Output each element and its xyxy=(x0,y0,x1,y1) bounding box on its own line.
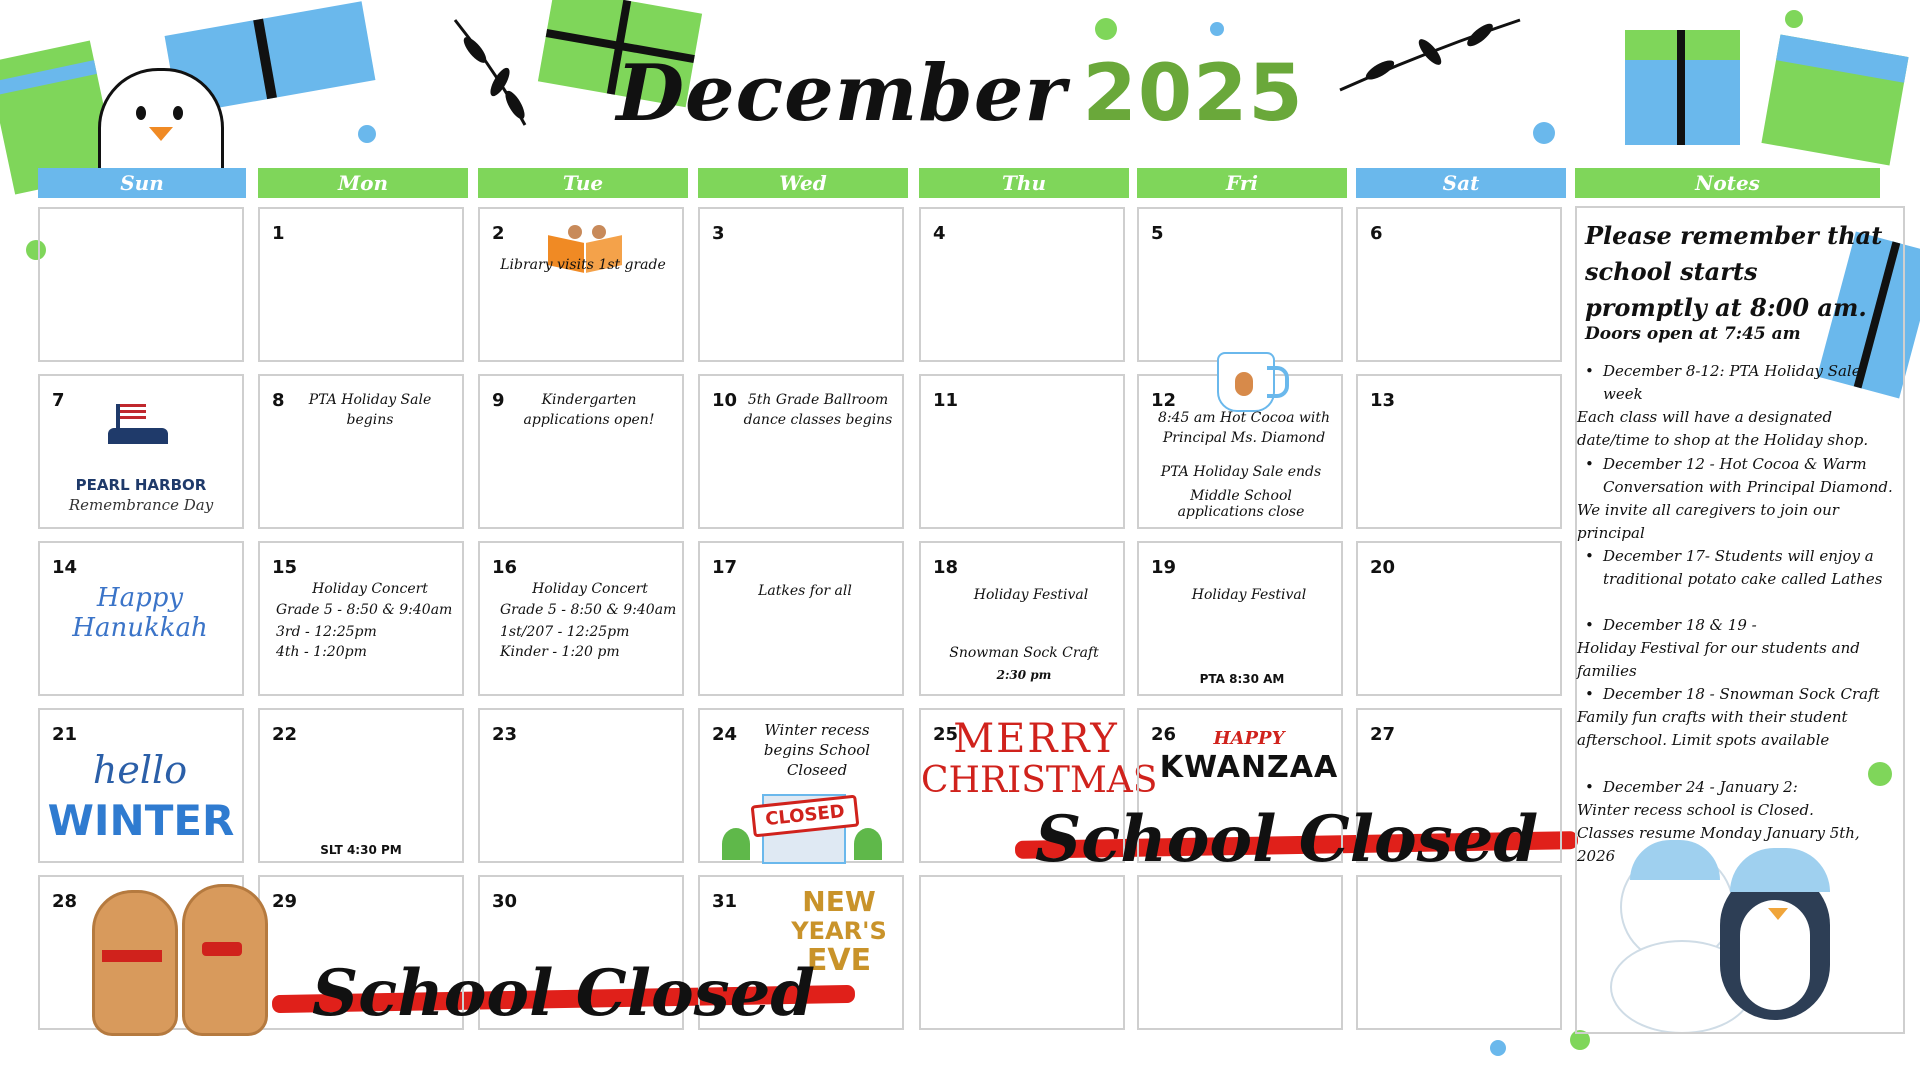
day-number: 4 xyxy=(933,223,946,244)
event-line: 3rd - 12:25pm xyxy=(276,624,377,640)
note-text: Holiday Festival for our students and families xyxy=(1577,639,1860,680)
note-bullet: • December 8-12: PTA Holiday Sale week xyxy=(1603,360,1902,406)
day-cell-19 xyxy=(1137,541,1343,696)
happy-kwanzaa-kwanzaa: KWANZAA xyxy=(1159,750,1339,785)
event-title: Holiday Concert xyxy=(532,581,648,597)
notes-subheading: Doors open at 7:45 am xyxy=(1585,324,1801,344)
day-number: 21 xyxy=(52,724,78,745)
event-text: Holiday Festival xyxy=(973,587,1089,603)
event-text: Snowman Sock Craft xyxy=(949,645,1099,661)
header-mon: Mon xyxy=(258,168,468,198)
pearl-harbor-title: PEARL HARBOR xyxy=(75,476,207,494)
day-number: 6 xyxy=(1370,223,1383,244)
flag-soldiers-icon xyxy=(108,404,168,444)
note-text: Classes resume Monday January 5th, 2026 xyxy=(1577,824,1860,865)
event-line: 4th - 1:20pm xyxy=(276,644,367,660)
day-cell-10 xyxy=(698,374,904,529)
day-cell-6 xyxy=(1356,207,1562,362)
event-line: Kinder - 1:20 pm xyxy=(500,644,620,660)
day-number: 5 xyxy=(1151,223,1164,244)
closed-sign: CLOSED xyxy=(751,795,860,838)
merry-christmas-christmas: CHRISTMAS xyxy=(921,760,1158,801)
day-number: 31 xyxy=(712,891,738,912)
event-text: PTA Holiday Sale begins xyxy=(308,392,432,428)
day-cell-22 xyxy=(258,708,464,863)
note-item xyxy=(1577,776,1902,868)
day-number: 2 xyxy=(492,223,505,244)
note-bullet: • December 17- Students will enjoy a traditional potato cake called Lathes xyxy=(1603,545,1902,591)
closed-school-building-icon xyxy=(722,780,882,860)
day-cell-7 xyxy=(38,374,244,529)
day-cell-3 xyxy=(698,207,904,362)
header-thu: Thu xyxy=(919,168,1129,198)
event-line: 1st/207 - 12:25pm xyxy=(500,624,630,640)
new-years-eve-new: NEW xyxy=(802,885,876,918)
day-number: 10 xyxy=(712,390,738,411)
day-number: 19 xyxy=(1151,557,1177,578)
confetti-dot xyxy=(1095,18,1117,40)
event-text: Latkes for all xyxy=(758,583,852,599)
day-number: 18 xyxy=(933,557,959,578)
event-time: SLT 4:30 PM xyxy=(320,843,402,857)
day-number: 8 xyxy=(272,390,285,411)
day-cell-14 xyxy=(38,541,244,696)
day-cell-20 xyxy=(1356,541,1562,696)
header-tue: Tue xyxy=(478,168,688,198)
day-number: 14 xyxy=(52,557,78,578)
day-number: 20 xyxy=(1370,557,1396,578)
note-bullet: • December 12 - Hot Cocoa & Warm Conversation with Principal Diamond. xyxy=(1603,453,1902,499)
note-item xyxy=(1577,614,1902,683)
day-number: 22 xyxy=(272,724,298,745)
day-cell-2 xyxy=(478,207,684,362)
day-cell-12 xyxy=(1137,374,1343,529)
header-wed: Wed xyxy=(698,168,908,198)
day-number: 27 xyxy=(1370,724,1396,745)
confetti-dot xyxy=(1785,10,1803,28)
note-bullet: • December 24 - January 2: xyxy=(1603,776,1902,799)
event-text: 8:45 am Hot Cocoa with Principal Ms. Diamond xyxy=(1158,410,1330,446)
school-closed-banner xyxy=(1035,800,1538,880)
note-bullet: • December 18 & 19 - xyxy=(1603,614,1902,637)
day-cell-15 xyxy=(258,541,464,696)
happy-hanukkah-sticker: Happy Hanukkah xyxy=(72,583,208,643)
day-cell-empty xyxy=(919,875,1125,1030)
day-number: 29 xyxy=(272,891,298,912)
day-number: 23 xyxy=(492,724,518,745)
day-number: 12 xyxy=(1151,390,1177,411)
day-cell-empty xyxy=(1356,875,1562,1030)
hello-winter-winter: WINTER xyxy=(47,796,235,845)
new-years-eve-years: YEAR'S xyxy=(791,917,887,945)
event-text: Winter recess begins School Closeed xyxy=(763,721,871,779)
day-cell-24 xyxy=(698,708,904,863)
note-bullet: • December 18 - Snowman Sock Craft xyxy=(1603,683,1902,706)
header-sat: Sat xyxy=(1356,168,1566,198)
hot-cocoa-mug-icon xyxy=(1217,338,1287,408)
event-time: 2:30 pm xyxy=(996,668,1052,682)
confetti-dot xyxy=(1490,1040,1506,1056)
header-sun: Sun xyxy=(38,168,246,198)
day-number: 15 xyxy=(272,557,298,578)
merry-christmas-merry: MERRY xyxy=(953,716,1119,762)
school-closed-text: School Closed xyxy=(1035,802,1539,877)
day-number: 11 xyxy=(933,390,959,411)
event-text: Library visits 1st grade xyxy=(500,257,666,273)
school-closed-text: School Closed xyxy=(312,956,816,1031)
note-item xyxy=(1577,683,1902,752)
day-cell-11 xyxy=(919,374,1125,529)
day-number: 28 xyxy=(52,891,78,912)
event-text: 5th Grade Ballroom dance classes begins xyxy=(743,392,893,428)
event-line: Grade 5 - 8:50 & 9:40am xyxy=(276,602,453,618)
happy-kwanzaa-happy: HAPPY xyxy=(1213,728,1285,749)
note-text: Family fun crafts with their student afterschool. Limit spots available xyxy=(1577,708,1848,749)
note-item xyxy=(1577,545,1902,591)
note-text: Winter recess school is Closed. xyxy=(1577,801,1814,819)
note-text: We invite all caregivers to join our principal xyxy=(1577,501,1839,542)
day-number: 13 xyxy=(1370,390,1396,411)
day-number: 30 xyxy=(492,891,518,912)
event-line: Grade 5 - 8:50 & 9:40am xyxy=(500,602,677,618)
event-text: Holiday Festival xyxy=(1191,587,1307,603)
day-cell-4 xyxy=(919,207,1125,362)
event-time: PTA 8:30 AM xyxy=(1199,672,1285,686)
header-notes: Notes xyxy=(1575,168,1880,198)
title-year: 2025 xyxy=(1082,49,1304,139)
header-fri: Fri xyxy=(1137,168,1347,198)
page-title xyxy=(0,44,1920,144)
confetti-dot xyxy=(1210,22,1224,36)
day-cell-empty xyxy=(1137,875,1343,1030)
school-closed-banner xyxy=(312,954,815,1034)
new-years-eve-eve: EVE xyxy=(806,943,872,978)
event-text: Middle School applications close xyxy=(1177,488,1305,520)
day-number: 7 xyxy=(52,390,65,411)
notes-heading: Please remember that school starts promptly at 8:00 am. xyxy=(1585,221,1883,322)
day-cell-18 xyxy=(919,541,1125,696)
day-number: 25 xyxy=(933,724,959,745)
event-text: Kindergarten applications open! xyxy=(523,392,655,428)
note-item xyxy=(1577,453,1902,545)
day-cell-13 xyxy=(1356,374,1562,529)
day-cell-8 xyxy=(258,374,464,529)
day-cell-1 xyxy=(258,207,464,362)
note-item xyxy=(1577,360,1902,452)
event-title: Holiday Concert xyxy=(312,581,428,597)
day-cell-16 xyxy=(478,541,684,696)
title-month: December xyxy=(616,48,1067,139)
pearl-harbor-subtitle: Remembrance Day xyxy=(68,496,214,514)
day-cell-21 xyxy=(38,708,244,863)
day-number: 24 xyxy=(712,724,738,745)
day-cell-17 xyxy=(698,541,904,696)
hello-winter-hello: hello xyxy=(92,748,188,792)
event-text: PTA Holiday Sale ends xyxy=(1160,464,1322,480)
day-cell-empty xyxy=(38,207,244,362)
day-cell-23 xyxy=(478,708,684,863)
note-text: Each class will have a designated date/time to shop at the Holiday shop. xyxy=(1577,408,1869,449)
day-number: 9 xyxy=(492,390,505,411)
day-number: 26 xyxy=(1151,724,1177,745)
day-number: 1 xyxy=(272,223,285,244)
day-number: 17 xyxy=(712,557,738,578)
day-number: 3 xyxy=(712,223,725,244)
day-cell-9 xyxy=(478,374,684,529)
gingerbread-cookies-icon xyxy=(92,880,272,1030)
day-number: 16 xyxy=(492,557,518,578)
